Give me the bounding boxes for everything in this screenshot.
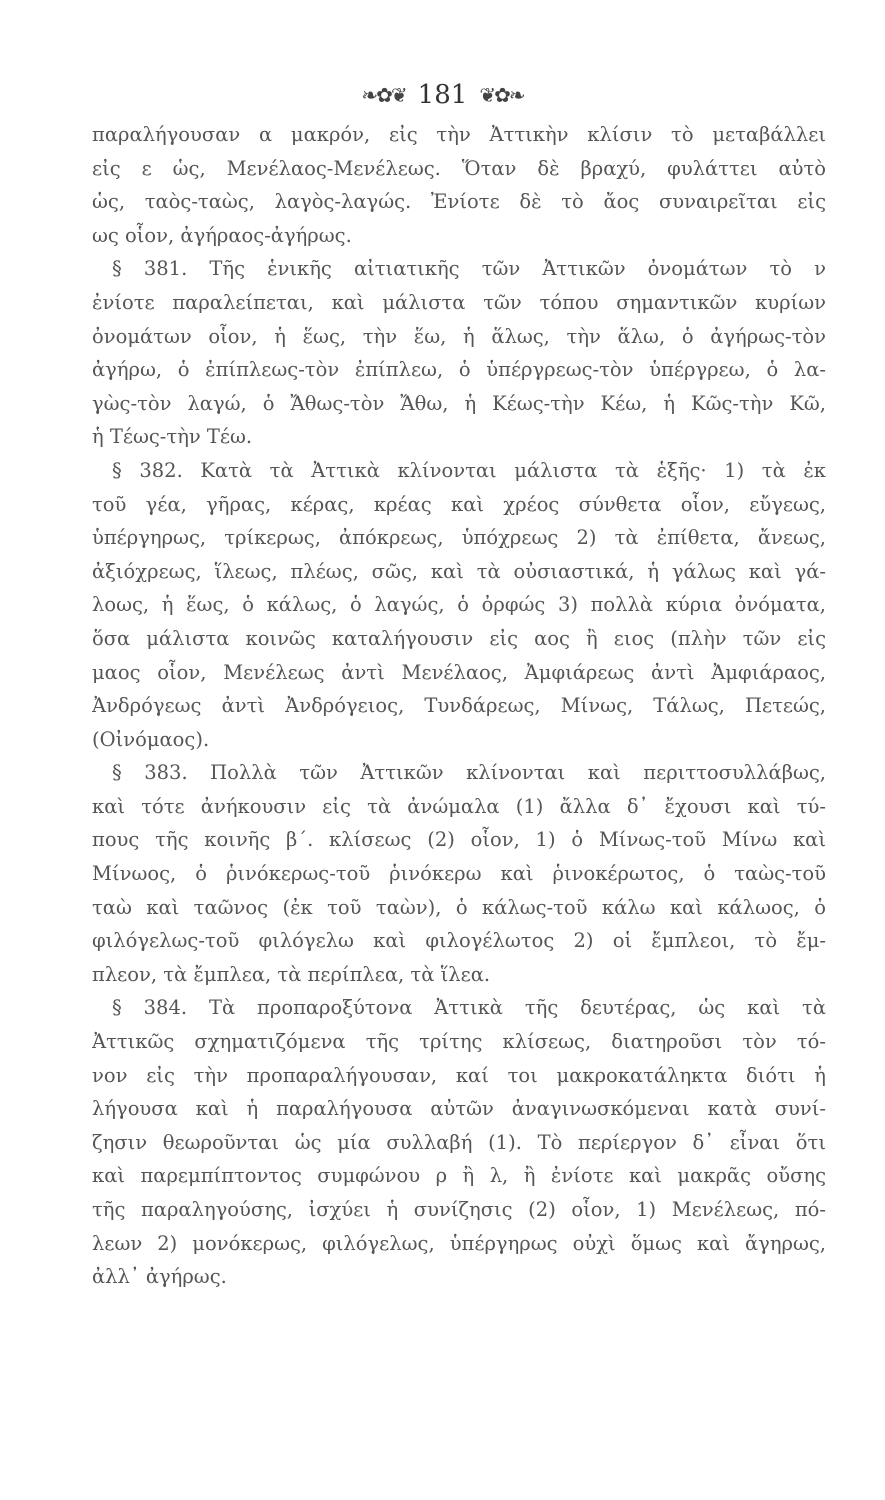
text-line: πλεον, τὰ ἔμπλεα, τὰ περίπλεα, τὰ ἵλεα. [92, 962, 491, 986]
text-line: πους τῆς κοινῆς β΄. κλίσεως (2) οἷον, 1) ὁ Μίνως-τοῦ Μίνω καὶ [92, 828, 826, 852]
text-line: ὅσα μάλιστα κοινῶς καταλήγουσιν εἰς αος ἢ ειος (πλὴν τῶν εἰς [92, 626, 826, 650]
text-line: Ἀνδρόγεως ἀντὶ Ἀνδρόγειος, Τυνδάρεως, Μίνως, Τάλως, Πετεώς, [92, 694, 826, 718]
body-text [92, 118, 826, 1294]
left-ornament-icon: ❧✿❦ [361, 83, 406, 107]
text-line: § 383. Πολλὰ τῶν Ἀττικῶν κλίνονται καὶ περιττοσυλλάβως, [112, 761, 826, 785]
page-header [0, 80, 885, 110]
text-line: ὑπέργηρως, τρίκερως, ἀπόκρεως, ὑπόχρεως 2) τὰ ἐπίθετα, ἄνεως, [92, 526, 826, 550]
text-line: εἰς ε ὡς, Μενέλαος-Μενέλεως. Ὅταν δὲ βραχύ, φυλάττει αὐτὸ [92, 156, 826, 180]
text-line: ἀλλ᾽ ἀγήρως. [92, 1265, 227, 1289]
text-line: § 381. Τῆς ἑνικῆς αἰτιατικῆς τῶν Ἀττικῶν ὀνομάτων τὸ ν [112, 257, 826, 281]
right-ornament-icon: ❦✿❧ [479, 83, 524, 107]
text-line: ὀνομάτων οἷον, ἡ ἕως, τὴν ἕω, ἡ ἅλως, τὴν ἅλω, ὁ ἀγήρως-τὸν [92, 324, 826, 348]
text-line: μαος οἷον, Μενέλεως ἀντὶ Μενέλαος, Ἀμφιάρεως ἀντὶ Ἀμφιάραος, [92, 660, 826, 684]
text-line: γὼς-τὸν λαγώ, ὁ Ἄθως-τὸν Ἄθω, ἡ Κέως-τὴν Κέω, ἡ Κῶς-τὴν Κῶ, [92, 391, 826, 415]
text-line: ζησιν θεωροῦνται ὡς μία συλλαβή (1). Τὸ περίεργον δ᾽ εἶναι ὅτι [92, 1130, 826, 1154]
text-line: § 384. Τὰ προπαροξύτονα Ἀττικὰ τῆς δευτέρας, ὡς καὶ τὰ [112, 996, 826, 1020]
text-line: λήγουσα καὶ ἡ παραλήγουσα αὐτῶν ἀναγινωσκόμεναι κατὰ συνί- [92, 1097, 826, 1121]
text-line: καὶ παρεμπίπτοντος συμφώνου ρ ἢ λ, ἢ ἐνίοτε καὶ μακρᾶς οὔσης [92, 1164, 826, 1188]
text-line: ταὼ καὶ ταῶνος (ἐκ τοῦ ταὼν), ὁ κάλως-τοῦ κάλω καὶ κάλωος, ὁ [92, 895, 826, 919]
page-number: 181 [417, 80, 468, 110]
text-line: ὡς, ταὸς-ταὼς, λαγὸς-λαγώς. Ἐνίοτε δὲ τὸ ἄος συναιρεῖται εἰς [92, 190, 826, 214]
text-line: λεων 2) μονόκερως, φιλόγελως, ὑπέργηρως οὐχὶ ὅμως καὶ ἄγηρως, [92, 1231, 826, 1255]
text-line: Ἀττικῶς σχηματιζόμενα τῆς τρίτης κλίσεως, διατηροῦσι τὸν τό- [92, 1030, 826, 1054]
text-line: § 382. Κατὰ τὰ Ἀττικὰ κλίνονται μάλιστα τὰ ἑξῆς· 1) τὰ ἐκ [112, 458, 826, 482]
text-line: νον εἰς τὴν προπαραλήγουσαν, καί τοι μακροκατάληκτα διότι ἡ [92, 1063, 826, 1087]
text-line: Μίνωος, ὁ ῥινόκερως-τοῦ ῥινόκερω καὶ ῥινοκέρωτος, ὁ ταὼς-τοῦ [92, 862, 826, 886]
text-line: ἐνίοτε παραλείπεται, καὶ μάλιστα τῶν τόπου σημαντικῶν κυρίων [92, 290, 826, 314]
text-line: καὶ τότε ἀνήκουσιν εἰς τὰ ἀνώμαλα (1) ἄλλα δ᾽ ἔχουσι καὶ τύ- [92, 794, 826, 818]
text-line: (Οἰνόμαος). [92, 727, 210, 751]
text-line: ἀξιόχρεως, ἵλεως, πλέως, σῶς, καὶ τὰ οὐσιαστικά, ἡ γάλως καὶ γά- [92, 559, 826, 583]
text-line: ἀγήρω, ὁ ἐπίπλεως-τὸν ἐπίπλεω, ὁ ὑπέργρεως-τὸν ὑπέργρεω, ὁ λα- [92, 358, 826, 382]
text-line: ως οἷον, ἀγήραος-ἀγήρως. [92, 223, 352, 247]
text-line: τοῦ γέα, γῆρας, κέρας, κρέας καὶ χρέος σύνθετα οἷον, εὔγεως, [92, 492, 826, 516]
text-line: φιλόγελως-τοῦ φιλόγελω καὶ φιλογέλωτος 2) οἱ ἔμπλεοι, τὸ ἔμ- [92, 929, 826, 953]
text-line: ἡ Τέως-τὴν Τέω. [92, 425, 253, 449]
text-line: λοως, ἡ ἕως, ὁ κάλως, ὁ λαγώς, ὁ ὀρφώς 3) πολλὰ κύρια ὀνόματα, [92, 593, 826, 617]
text-line: παραλήγουσαν α μακρόν, εἰς τὴν Ἀττικὴν κλίσιν τὸ μεταβάλλει [92, 123, 826, 146]
text-line: τῆς παραληγούσης, ἰσχύει ἡ συνίζησις (2) οἷον, 1) Μενέλεως, πό- [92, 1198, 826, 1221]
